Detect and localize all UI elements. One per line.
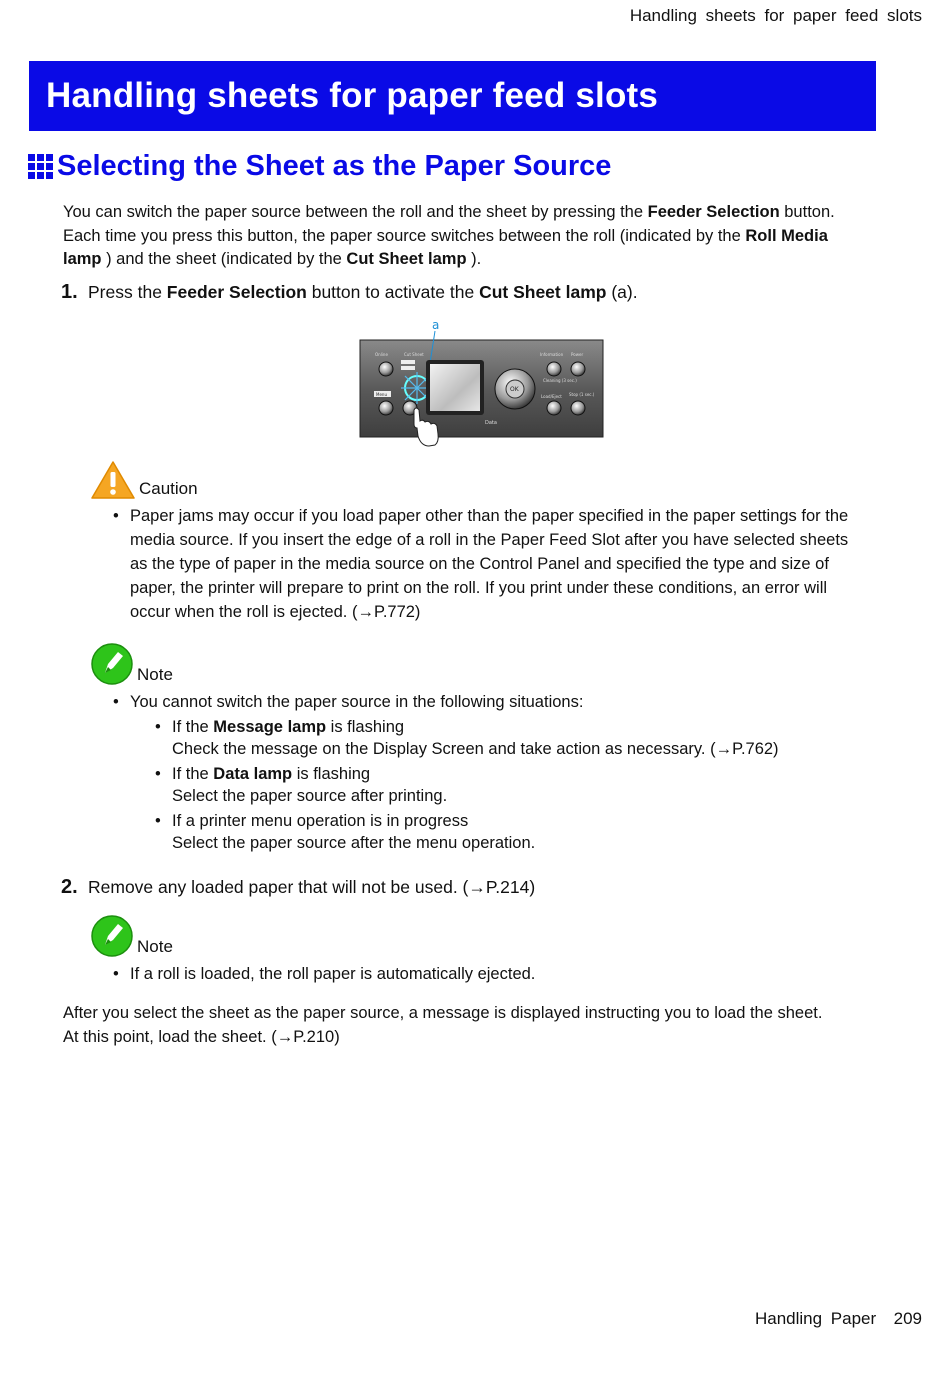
intro-bold-roll-media-lamp: Roll Media lamp (63, 226, 828, 268)
caution-icon (90, 460, 136, 500)
note-subitem-detail: Check the message on the Display Screen and take action as necessary. (→P.762) (172, 740, 779, 758)
intro-text: button. Each time you press this button, the paper source switches between the roll (indicated by the (63, 203, 835, 245)
svg-text:Information: Information (540, 352, 564, 357)
caution-label: Caution (139, 479, 198, 498)
svg-text:OK: OK (510, 386, 519, 393)
page-title: Handling sheets for paper feed slots (46, 76, 659, 115)
bold-data-lamp: Data lamp (213, 765, 293, 783)
cut-sheet-lamp (401, 366, 415, 370)
caution-block (90, 460, 880, 624)
closing-line: After you select the sheet as the paper source, a message is displayed instructing you to load the sheet. (63, 1004, 823, 1022)
note-subitem-detail: Select the paper source after the menu operation. (172, 834, 536, 852)
step-2-text: Remove any loaded paper that will not be used. (→P.214) (88, 877, 536, 897)
caution-header (90, 460, 880, 500)
closing-line: At this point, load the sheet. (→P.210) (63, 1027, 340, 1046)
intro-paragraph (63, 201, 863, 272)
svg-text:Power: Power (571, 352, 584, 357)
note-item: • If a roll is loaded, the roll paper is automatically ejected. (113, 962, 863, 986)
information-button (547, 362, 561, 376)
control-panel-figure (355, 316, 610, 451)
step-bold-cut-sheet-lamp: Cut Sheet lamp (479, 282, 607, 302)
svg-text:Online: Online (375, 352, 388, 357)
note-pencil-icon (90, 914, 134, 958)
callout-a: a (432, 318, 440, 332)
bold-message-lamp: Message lamp (213, 718, 327, 736)
power-button (571, 362, 585, 376)
svg-text:Data: Data (485, 420, 497, 426)
running-header: Handling sheets for paper feed slots (629, 6, 922, 25)
note-block-1 (90, 642, 880, 857)
intro-bold-cut-sheet-lamp: Cut Sheet lamp (346, 250, 467, 268)
svg-text:Cut Sheet: Cut Sheet (404, 352, 424, 357)
note-label: Note (137, 937, 173, 956)
note-header (90, 914, 880, 958)
note-pencil-icon (90, 642, 134, 686)
intro-text: ) and the sheet (indicated by the (101, 250, 347, 268)
note-header (90, 642, 880, 686)
note-item: • You cannot switch the paper source in the following situations: • If the Message lamp is flashing Check the message on the Display Screen and take action as necessary. (→P.762) • If the Data lamp is flashing Select the paper source after printing. • If a printer menu operation is in progress Select the paper source after the menu operation. (113, 690, 863, 854)
intro-text: ). (466, 250, 482, 268)
section-heading (28, 150, 611, 183)
section-title: Selecting the Sheet as the Paper Source (57, 150, 612, 182)
step-1 (61, 281, 638, 304)
step-2 (61, 876, 535, 899)
footer-chapter: Handling Paper (754, 1309, 877, 1328)
svg-text:Menu: Menu (376, 392, 387, 397)
svg-text:Stop (1 sec.): Stop (1 sec.) (569, 392, 595, 397)
note-block-2 (90, 914, 880, 986)
page-footer (755, 1309, 922, 1329)
step-bold-feeder-selection: Feeder Selection (166, 282, 307, 302)
note-subitem-detail: Select the paper source after printing. (172, 787, 448, 805)
display-screen (430, 364, 480, 411)
step-1-text: Press the Feeder Selection button to activate the Cut Sheet lamp (a). (88, 282, 638, 302)
title-banner (29, 61, 876, 131)
menu-button (379, 401, 393, 415)
svg-text:Cleaning (3 sec.): Cleaning (3 sec.) (543, 378, 577, 383)
intro-bold-feeder-selection: Feeder Selection (647, 203, 780, 221)
caution-item: • Paper jams may occur if you load paper other than the paper specified in the paper settings for the media source. If you insert the edge of a roll in the Paper Feed Slot after you have selected sheets as the type of paper in the media source on the Control Panel and specified the type and size of paper, the printer will prepare to print on the roll. If you print under these conditions, an error will occur when the roll is ejected. (→P.772) (113, 504, 863, 624)
roll-media-lamp (401, 360, 415, 364)
online-button (379, 362, 393, 376)
step-number: 1. (61, 281, 78, 303)
note-subitem: • If the Data lamp is flashing Select the paper source after printing. (155, 763, 863, 807)
note-label: Note (137, 665, 173, 684)
section-grid-icon (28, 154, 53, 179)
step-number: 2. (61, 876, 78, 898)
stop-button (571, 401, 585, 415)
note-subitem: • If the Message lamp is flashing Check the message on the Display Screen and take action as necessary. (→P.762) (155, 716, 863, 760)
load-eject-button (547, 401, 561, 415)
intro-text: You can switch the paper source between the roll and the sheet by pressing the (63, 203, 648, 221)
svg-text:Load/Eject: Load/Eject (541, 394, 562, 399)
page-number: 209 (893, 1309, 922, 1328)
closing-paragraph (63, 1002, 903, 1049)
note-subitem: • If a printer menu operation is in progress Select the paper source after the menu operation. (155, 810, 863, 854)
